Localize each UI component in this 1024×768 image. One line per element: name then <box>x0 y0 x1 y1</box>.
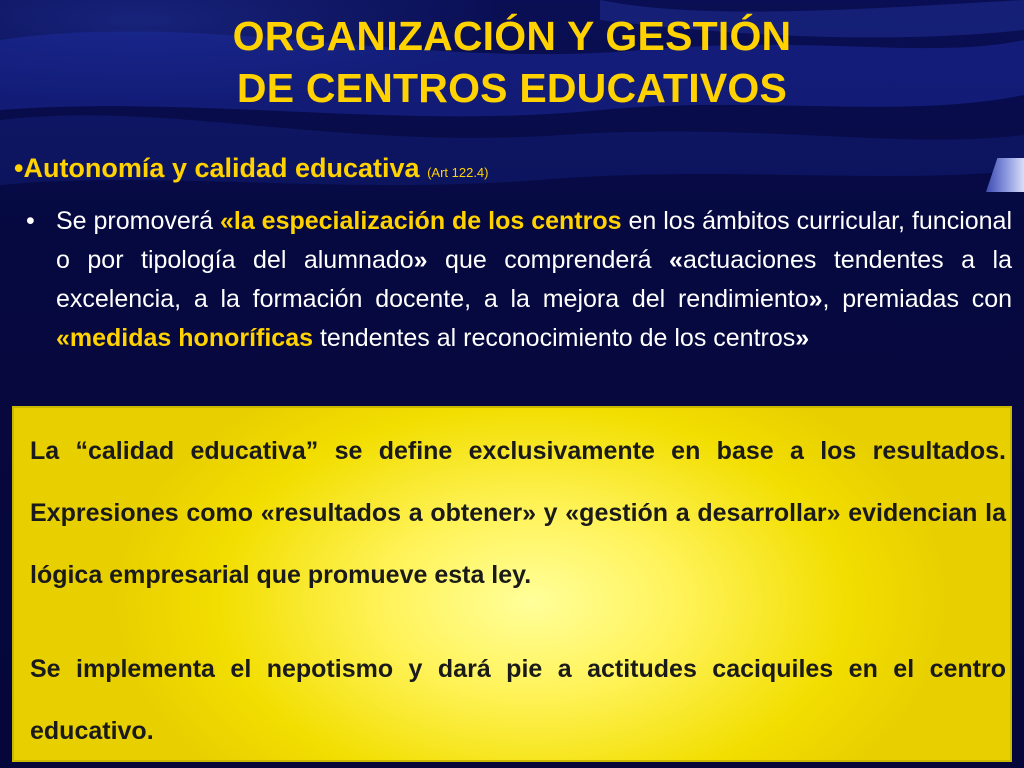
commentary-paragraph-2: Se implementa el nepotismo y dará pie a actitudes caciquiles en el centro educativo. <box>30 655 1006 745</box>
commentary-box <box>12 406 1012 762</box>
quote-close: » <box>795 324 810 352</box>
quote-close: » <box>808 285 823 313</box>
bullet-seg: Se promoverá <box>56 207 220 235</box>
bullet-seg: que comprenderá <box>427 246 670 274</box>
section-heading <box>14 151 489 190</box>
heading-bullet: • <box>14 153 24 183</box>
bullet-item <box>26 202 1012 358</box>
heading-text: Autonomía y calidad educativa <box>23 153 420 183</box>
quote-open: « <box>219 207 234 235</box>
bullet-seg: tendentes al reconocimiento de los centros <box>313 324 796 352</box>
bullet-seg: actuaciones tendentes a la excelencia, a la formación docente, a la mejora del rendimiento <box>56 246 1012 313</box>
bullet-marker: • <box>26 207 35 235</box>
bullet-seg: en los ámbitos curricular, funcional o por tipología del alumnado <box>56 207 1013 274</box>
title-line-2: DE CENTROS EDUCATIVOS <box>236 65 788 111</box>
article-reference: (Art 122.4) <box>427 165 489 180</box>
quote-open: « <box>669 246 683 274</box>
page-title <box>0 10 1024 114</box>
highlight-medidas-honorificas: «medidas honoríficas <box>56 324 314 352</box>
quote-close: » <box>413 246 428 274</box>
highlight-specialization: la especialización de los centros <box>233 207 622 235</box>
bullet-text <box>56 202 1012 358</box>
bullet-seg: , premiadas con <box>822 285 1013 313</box>
title-line-1: ORGANIZACIÓN Y GESTIÓN <box>232 13 792 59</box>
commentary-paragraph-1: La “calidad educativa” se define exclusivamente en base a los resultados. Expresiones como «resultados a obtener» y «gestión a desarrollar» evidencian la lógica empresarial que promueve esta ley. <box>30 437 1006 589</box>
